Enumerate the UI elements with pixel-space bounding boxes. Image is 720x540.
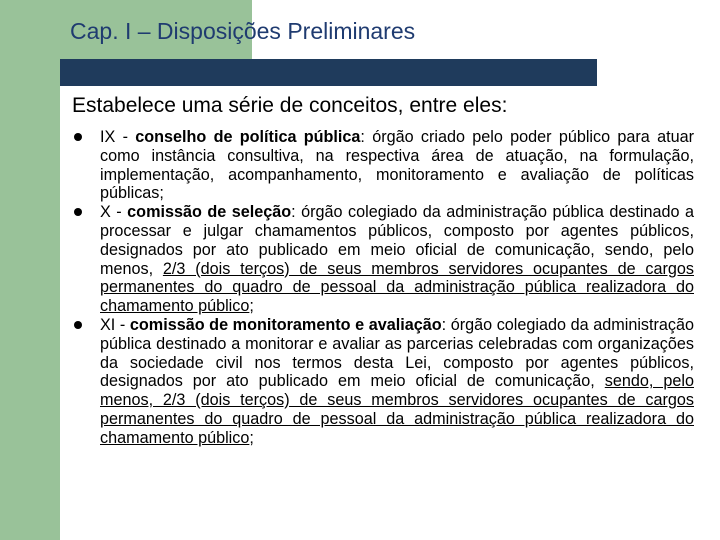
list-item bbox=[72, 203, 694, 316]
item-number: IX - bbox=[100, 128, 136, 146]
item-underlined-text: 2/3 (dois terços) de seus membros servidores ocupantes de cargos permanentes do quadro de pessoal da administração pública realizadora do chamamento público bbox=[100, 259, 694, 316]
item-definition: : órgão colegiado da administração pública destinado a monitorar e avaliar as parcerias celebradas com organizações da sociedade civil nos termos desta Lei, composto por agentes públicos, designados por ato publicado em meio oficial de comunicação, bbox=[100, 315, 694, 391]
definitions-list bbox=[72, 128, 694, 448]
bullet-icon bbox=[74, 321, 82, 329]
item-number: X - bbox=[100, 203, 128, 222]
item-definition: : órgão criado pelo poder público para atuar como instância consultiva, na respectiva área de atuação, na formulação, implementação, acompanhamento, monitoramento e avaliação de políticas públicas; bbox=[100, 128, 694, 203]
list-item bbox=[72, 316, 694, 448]
item-underlined-text: sendo, pelo menos, 2/3 (dois terços) de seus membros servidores ocupantes de cargos permanentes do quadro de pessoal da administração pública realizadora do chamamento público bbox=[100, 372, 694, 447]
intro-text: Estabelece uma série de conceitos, entre eles: bbox=[72, 94, 508, 117]
item-end: ; bbox=[249, 297, 254, 316]
bullet-icon bbox=[74, 208, 82, 216]
title-underline-bar bbox=[60, 59, 597, 86]
bullet-icon bbox=[74, 133, 82, 141]
item-term: comissão de monitoramento e avaliação bbox=[129, 315, 442, 334]
item-end: ; bbox=[249, 428, 254, 447]
item-number: XI - bbox=[100, 315, 130, 334]
slide-title: Cap. I – Disposições Preliminares bbox=[70, 18, 416, 44]
item-term: conselho de política pública bbox=[135, 128, 361, 146]
item-term: comissão de seleção bbox=[127, 203, 292, 222]
list-item bbox=[72, 128, 694, 203]
item-definition: : órgão colegiado da administração pública destinado a processar e julgar chamamentos públicos, composto por agentes públicos, designados por ato publicado em meio oficial de comunicação, sendo, pelo menos, bbox=[100, 203, 695, 278]
